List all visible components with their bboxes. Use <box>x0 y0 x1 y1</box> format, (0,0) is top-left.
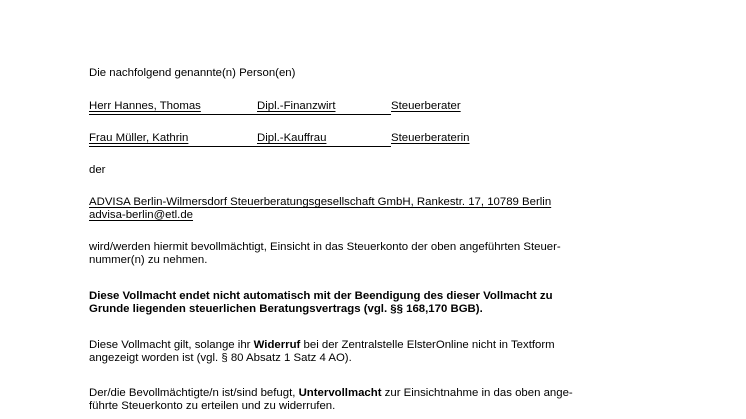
notice-line-1: Diese Vollmacht endet nicht automatisch mit der Beendigung des dieser Vollmacht zu <box>89 290 553 302</box>
person-1-underline-2 <box>257 114 391 115</box>
person-1-name: Herr Hannes, Thomas <box>89 100 201 112</box>
subauth-post: zur Einsichtnahme in das oben ange- <box>381 387 573 399</box>
person-2-underline-2 <box>257 146 391 147</box>
firm-email[interactable]: advisa-berlin@etl.de <box>89 209 194 221</box>
authorization-line-1: wird/werden hiermit bevollmächtigt, Einsicht in das Steuerkonto der oben angeführten Steuer- <box>89 241 561 253</box>
person-2-underline-1 <box>89 146 257 147</box>
person-2-title: Dipl.-Kauffrau <box>257 132 327 144</box>
notice-line-2: Grunde liegenden steuerlichen Beratungsvertrags (vgl. §§ 168,170 BGB). <box>89 303 483 315</box>
person-1-title: Dipl.-Finanzwirt <box>257 100 336 112</box>
subauth-line-1 <box>89 387 573 400</box>
person-1-underline-1 <box>89 114 257 115</box>
person-1-role: Steuerberater <box>391 100 461 112</box>
validity-line-2: angezeigt worden ist (vgl. § 80 Absatz 1 Satz 4 AO). <box>89 352 352 364</box>
subauth-line-2: führte Steuerkonto zu erteilen und zu widerrufen. <box>89 400 336 412</box>
validity-post: bei der Zentralstelle ElsterOnline nicht in Textform <box>300 339 555 351</box>
person-row-1 <box>89 100 487 116</box>
widerruf-bold: Widerruf <box>253 339 301 351</box>
intro-text: Die nachfolgend genannte(n) Person(en) <box>89 67 296 79</box>
person-2-name: Frau Müller, Kathrin <box>89 132 189 144</box>
person-row-2 <box>89 132 489 148</box>
authorization-line-2: nummer(n) zu nehmen. <box>89 254 208 266</box>
validity-pre: Diese Vollmacht gilt, solange ihr <box>89 339 254 351</box>
person-2-role: Steuerberaterin <box>391 132 470 144</box>
untervollmacht-bold: Untervollmacht <box>298 387 382 399</box>
subauth-pre: Der/die Bevollmächtigte/n ist/sind befugt, <box>89 387 299 399</box>
validity-line-1 <box>89 339 555 352</box>
der-text: der <box>89 164 106 176</box>
firm-address: ADVISA Berlin-Wilmersdorf Steuerberatungsgesellschaft GmbH, Rankestr. 17, 10789 Berlin <box>89 196 552 208</box>
